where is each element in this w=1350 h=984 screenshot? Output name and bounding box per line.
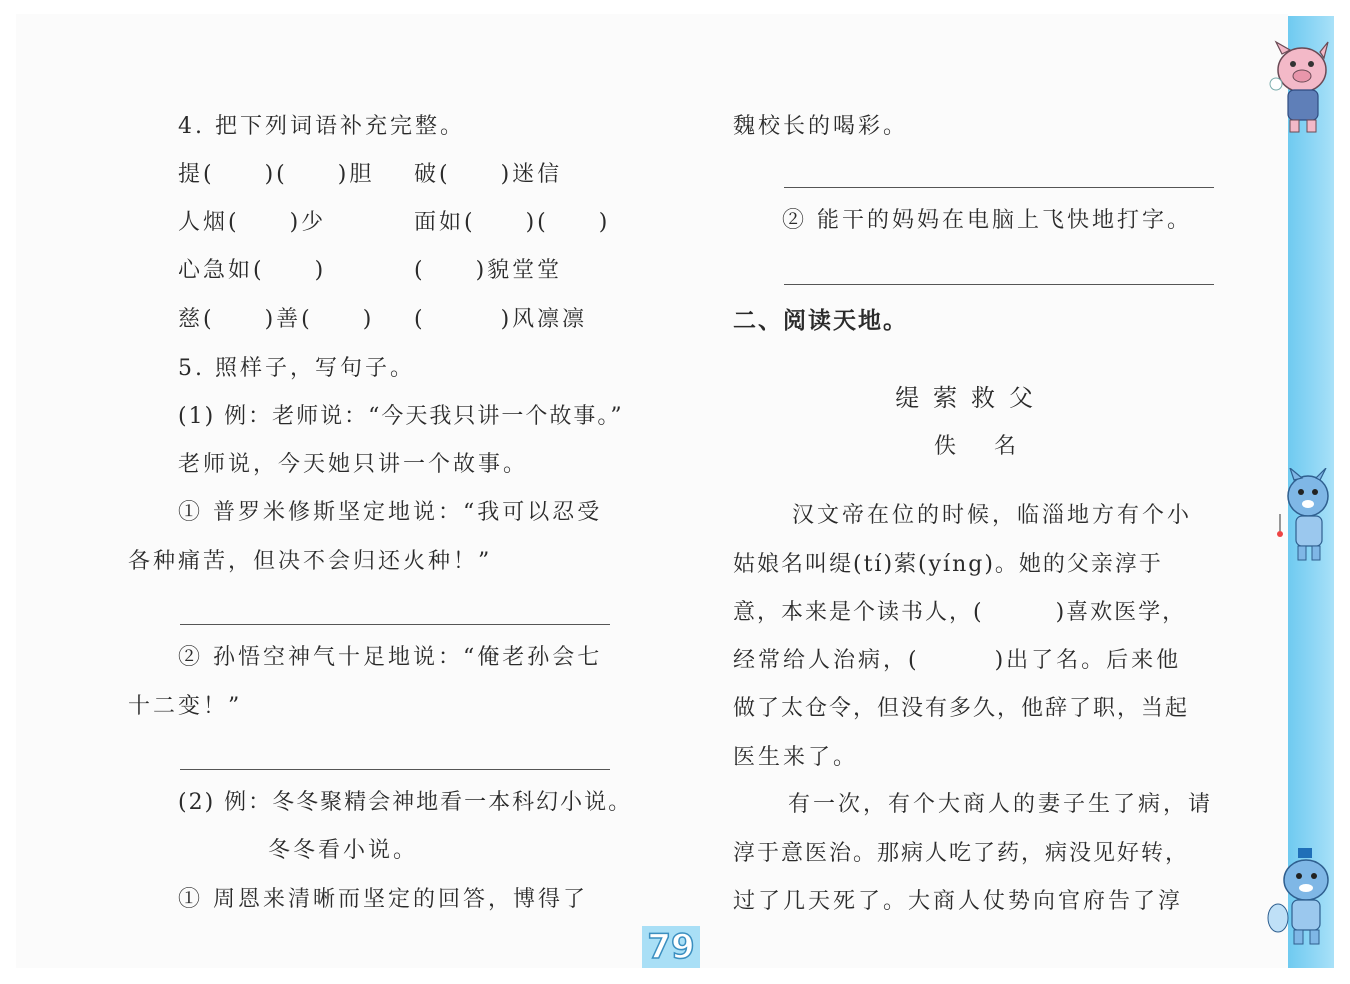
example-1: (1) 例：老师说：“今天我只讲一个故事。” [178, 404, 624, 429]
idiom-item: ( )貌堂堂 [414, 258, 563, 283]
example-2-answer: 冬冬看小说。 [268, 838, 419, 863]
exercise-1-2-line2: 十二变！” [128, 694, 243, 719]
idiom-item: 人烟( )少 [178, 210, 327, 235]
story-line: 姑娘名叫缇(tí)萦(yíng)。她的父亲淳于 [733, 552, 1163, 577]
answer-line [784, 284, 1214, 285]
idiom-item: 心急如( ) [178, 258, 327, 283]
story-title: 缇萦救父 [895, 384, 1047, 412]
exercise-2-2: ② 能干的妈妈在电脑上飞快地打字。 [782, 208, 1192, 233]
idiom-item: 面如( )( ) [414, 210, 611, 235]
answer-line [180, 624, 610, 625]
story-line: 意，本来是个读书人，( )喜欢医学， [733, 600, 1187, 625]
exercise-2-1: ① 周恩来清晰而坚定的回答，博得了 [178, 887, 588, 912]
idiom-item: 慈( )善( ) [178, 307, 375, 332]
story-line: 淳于意医治。那病人吃了药，病没见好转， [733, 841, 1190, 866]
question-4-title: 4. 把下列词语补充完整。 [178, 114, 465, 139]
exercise-1-2-line1: ② 孙悟空神气十足地说：“俺老孙会七 [178, 645, 603, 670]
example-2: (2) 例：冬冬聚精会神地看一本科幻小说。 [178, 790, 633, 815]
exercise-1-1-line2: 各种痛苦，但决不会归还火种！” [128, 549, 493, 574]
question-5-title: 5. 照样子，写句子。 [178, 356, 415, 381]
story-line: 有一次，有个大商人的妻子生了病，请 [788, 792, 1214, 817]
idiom-item: 提( )( )胆 [178, 162, 375, 187]
story-line: 医生来了。 [733, 745, 859, 770]
section-heading: 二、阅读天地。 [733, 308, 908, 334]
story-line: 过了几天死了。大商人仗势向官府告了淳 [733, 889, 1184, 914]
story-line: 汉文帝在位的时候，临淄地方有个小 [792, 503, 1193, 528]
fox-mascot-icon [1264, 848, 1338, 948]
pig-mascot-icon [1262, 40, 1338, 136]
story-author: 佚 名 [934, 434, 1025, 459]
example-1-answer: 老师说，今天她只讲一个故事。 [178, 452, 529, 477]
workbook-page [16, 14, 1288, 968]
exercise-1-1-line1: ① 普罗米修斯坚定地说：“我可以忍受 [178, 500, 603, 525]
wolf-mascot-icon [1268, 468, 1338, 564]
page-number: 79 [642, 926, 700, 968]
idiom-item: 破( )迷信 [414, 162, 563, 187]
idiom-item: ( )风凛凛 [414, 307, 588, 332]
answer-line [180, 769, 610, 770]
story-line: 做了太仓令，但没有多久，他辞了职，当起 [733, 696, 1190, 721]
answer-line [784, 187, 1214, 188]
story-line: 经常给人治病，( )出了名。后来他 [733, 648, 1182, 673]
exercise-2-1-continued: 魏校长的喝彩。 [733, 114, 909, 139]
